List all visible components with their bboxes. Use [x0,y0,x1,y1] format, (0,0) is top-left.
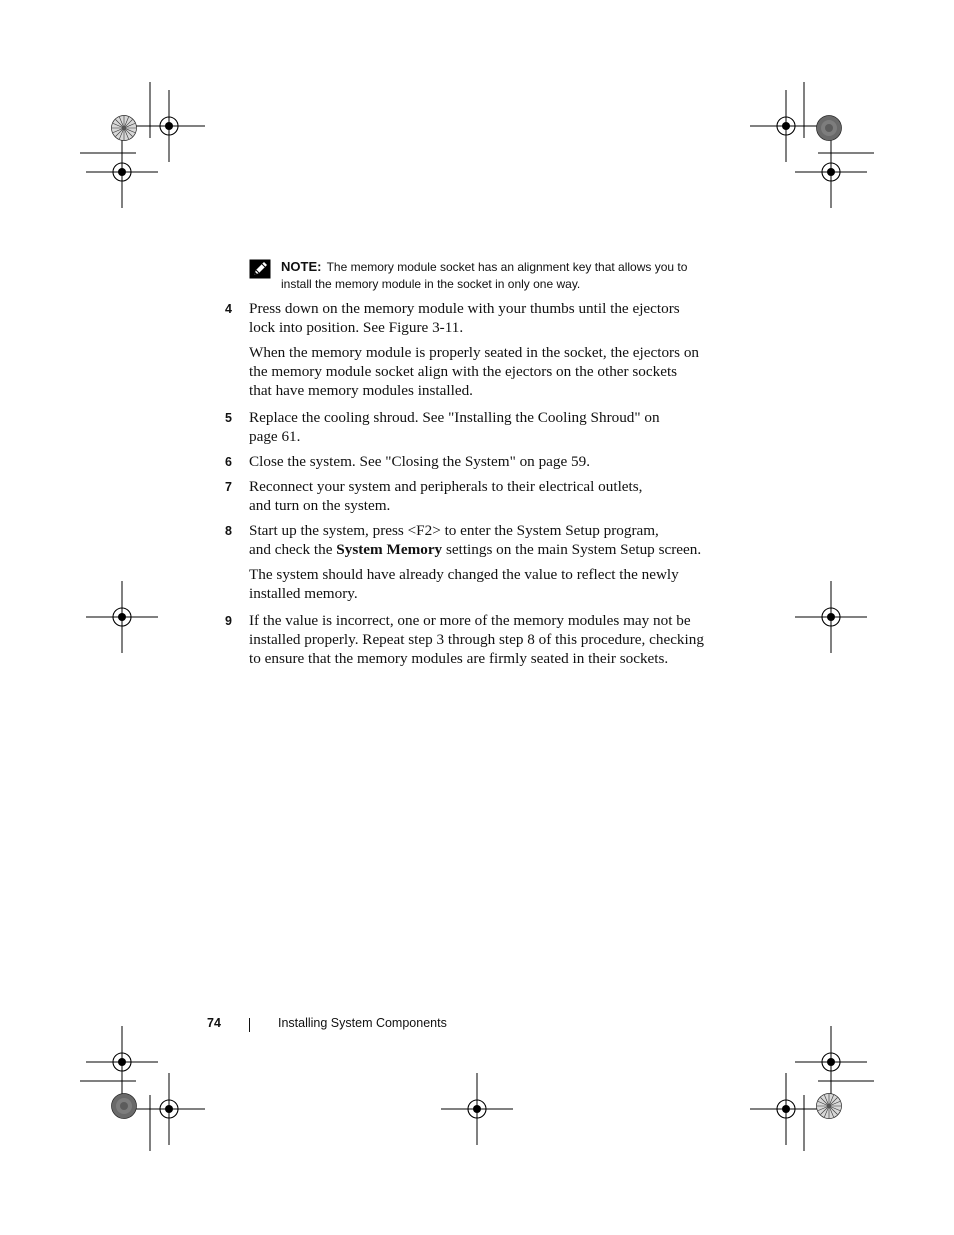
step-5 [225,408,725,446]
step-number: 7 [225,480,232,494]
page-number: 74 [207,1016,221,1030]
step-number: 9 [225,614,232,628]
system-memory-term: System Memory [336,541,443,558]
chapter-title: Installing System Components [278,1016,447,1030]
step-number: 8 [225,524,232,538]
note-text: The memory module socket has an alignment key that allows you to install the memory module in the socket in only one way. [281,260,688,291]
step-text-after: settings on the main System Setup screen. [442,541,702,558]
step-text: The system should have already changed the value to reflect the newly installed memory. [249,566,679,602]
step-7 [225,477,725,515]
step-number: 4 [225,302,232,316]
step-text: When the memory module is properly seated in the socket, the ejectors on the memory module socket align with the ejectors on the other sockets that have memory modules installed. [249,344,700,399]
footer-divider [249,1018,250,1032]
step-text: Replace the cooling shroud. See "Installing the Cooling Shroud" on page 61. [249,409,660,445]
pencil-note-icon [249,259,271,279]
note-label: NOTE: [281,259,322,274]
step-text: Reconnect your system and peripherals to their electrical outlets, and turn on the system. [249,478,643,514]
step-text [249,521,725,559]
step-8-detail [225,565,725,603]
step-number: 6 [225,455,232,469]
step-text: Press down on the memory module with your thumbs until the ejectors lock into position. See Figure 3-11. [249,300,680,336]
page-footer [0,1016,954,1036]
step-text: Close the system. See "Closing the System" on page 59. [249,453,591,470]
procedure-steps [225,299,725,668]
step-9 [225,611,725,668]
note-box [249,258,719,293]
step-8 [225,521,725,559]
step-text-before: Start up the system, press <F2> to enter the System Setup program, and check the [249,522,659,558]
step-text: If the value is incorrect, one or more of the memory modules may not be installed properly. Repeat step 3 through step 8 of this procedure, checking to ensure that the memory modules are firmly seated in their sockets. [249,612,704,667]
step-6 [225,452,725,471]
step-number: 5 [225,411,232,425]
step-4-detail [225,343,725,400]
step-4 [225,299,725,337]
